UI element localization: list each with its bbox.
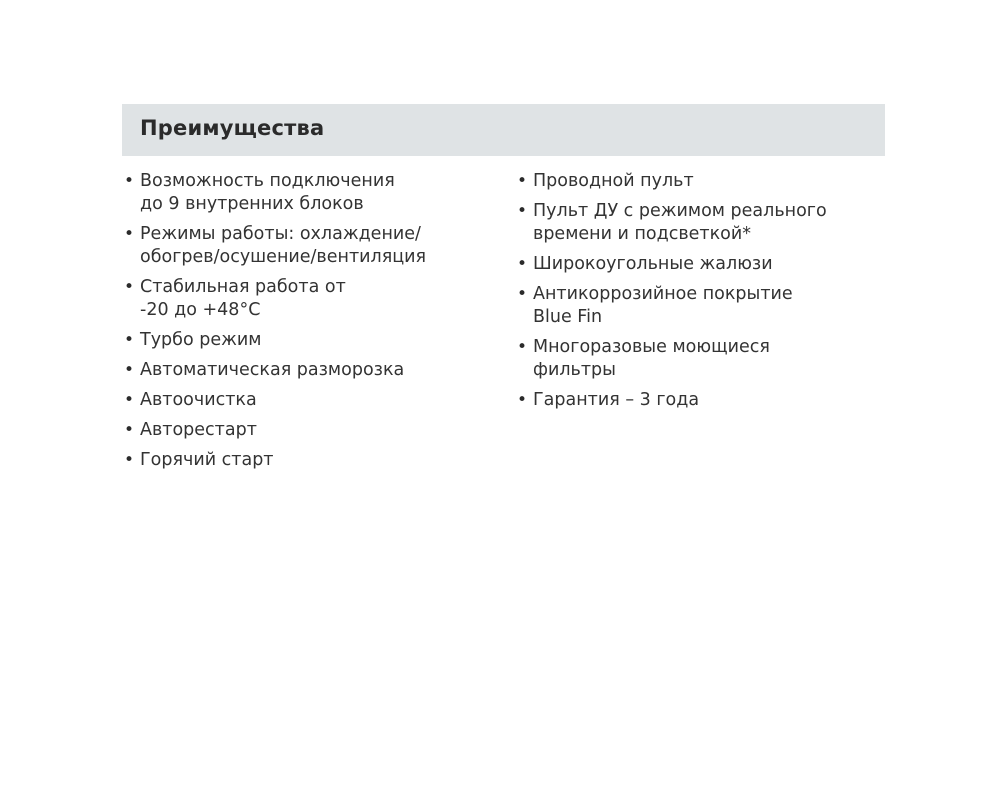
item-text-line: Возможность подключения	[140, 171, 395, 191]
bullet-icon: •	[124, 277, 135, 297]
item-text-line: Широкоугольные жалюзи	[533, 254, 773, 274]
list-item	[124, 223, 504, 269]
item-text-line: Авторестарт	[140, 420, 257, 440]
list-item	[124, 389, 504, 412]
item-text-line: Стабильная работа от	[140, 277, 346, 297]
item-text-line: Проводной пульт	[533, 171, 694, 191]
item-text-line: Автоочистка	[140, 390, 257, 410]
features-list-right	[517, 170, 887, 419]
item-text-line: до 9 внутренних блоков	[140, 194, 364, 214]
bullet-icon: •	[124, 224, 135, 244]
bullet-icon: •	[124, 360, 135, 380]
item-text-line: фильтры	[533, 360, 616, 380]
list-item	[517, 389, 887, 412]
bullet-icon: •	[517, 171, 528, 191]
list-item	[124, 419, 504, 442]
bullet-icon: •	[124, 390, 135, 410]
bullet-icon: •	[124, 171, 135, 191]
bullet-icon: •	[124, 450, 135, 470]
bullet-icon: •	[517, 201, 528, 221]
bullet-icon: •	[517, 254, 528, 274]
list-item	[517, 253, 887, 276]
bullet-icon: •	[517, 337, 528, 357]
list-item	[517, 170, 887, 193]
item-text-line: Турбо режим	[140, 330, 262, 350]
list-item	[517, 283, 887, 329]
item-text-line: -20 до +48°C	[140, 300, 261, 320]
bullet-icon: •	[517, 284, 528, 304]
bullet-icon: •	[517, 390, 528, 410]
item-text-line: Автоматическая разморозка	[140, 360, 405, 380]
list-item	[124, 329, 504, 352]
section-title: Преимущества	[140, 116, 325, 140]
list-item	[517, 336, 887, 382]
bullet-icon: •	[124, 420, 135, 440]
list-item	[517, 200, 887, 246]
item-text-line: времени и подсветкой*	[533, 224, 752, 244]
list-item	[124, 359, 504, 382]
features-list-left	[124, 170, 504, 479]
bullet-icon: •	[124, 330, 135, 350]
item-text-line: Горячий старт	[140, 450, 274, 470]
item-text-line: Антикоррозийное покрытие	[533, 284, 793, 304]
item-text-line: обогрев/осушение/вентиляция	[140, 247, 427, 267]
list-item	[124, 276, 504, 322]
item-text-line: Режимы работы: охлаждение/	[140, 224, 421, 244]
list-item	[124, 170, 504, 216]
section-header	[122, 104, 885, 156]
item-text-line: Гарантия – 3 года	[533, 390, 700, 410]
item-text-line: Многоразовые моющиеся	[533, 337, 770, 357]
item-text-line: Пульт ДУ с режимом реального	[533, 201, 827, 221]
list-item	[124, 449, 504, 472]
item-text-line: Blue Fin	[533, 307, 603, 327]
